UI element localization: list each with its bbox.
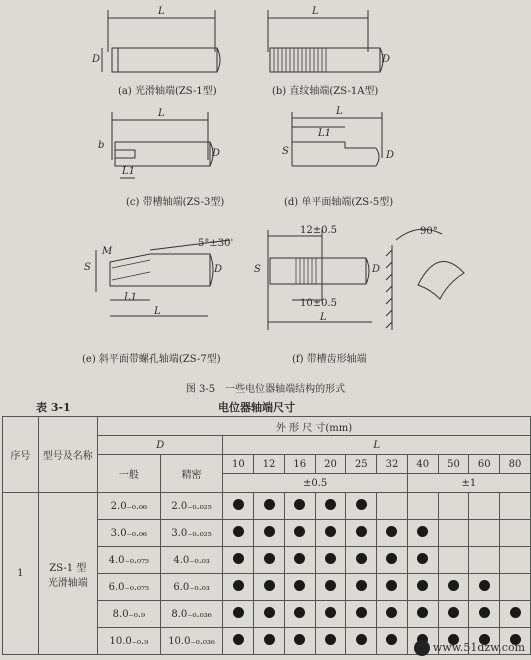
label-90deg-f: 90° xyxy=(420,226,438,237)
caption-f: (f) 带槽齿形轴端 xyxy=(292,354,367,365)
availability-cell xyxy=(223,547,254,574)
available-dot-icon xyxy=(233,634,244,645)
table-title: 电位器轴端尺寸 xyxy=(218,401,295,414)
available-dot-icon xyxy=(356,499,367,510)
available-dot-icon xyxy=(386,526,397,537)
length-header: 50 xyxy=(438,455,469,474)
length-header: 60 xyxy=(469,455,500,474)
availability-cell xyxy=(407,520,438,547)
available-dot-icon xyxy=(417,526,428,537)
available-dot-icon xyxy=(294,553,305,564)
availability-cell xyxy=(407,493,438,520)
caption-e: (e) 斜平面带螺孔轴端(ZS-7型) xyxy=(82,354,221,365)
label-S-d: S xyxy=(282,146,289,157)
length-header: 80 xyxy=(500,455,531,474)
availability-cell xyxy=(254,628,285,655)
availability-cell xyxy=(438,601,469,628)
header-general: 一般 xyxy=(98,455,161,493)
availability-cell xyxy=(346,628,377,655)
header-tol-1: ±0.5 xyxy=(223,474,407,493)
availability-cell xyxy=(346,601,377,628)
table-number: 表 3-1 xyxy=(36,401,71,414)
watermark-text: www.51dzw.com xyxy=(432,641,525,654)
diameter-precise-cell: 4.0₋₀.₀₃ xyxy=(160,547,223,574)
length-header: 32 xyxy=(377,455,408,474)
length-header: 10 xyxy=(223,455,254,474)
length-header: 12 xyxy=(254,455,285,474)
seq-cell: 1 xyxy=(3,493,39,655)
available-dot-icon xyxy=(325,580,336,591)
available-dot-icon xyxy=(233,526,244,537)
availability-cell xyxy=(500,520,531,547)
header-D: D xyxy=(98,436,223,455)
header-L: L xyxy=(223,436,531,455)
available-dot-icon xyxy=(264,526,275,537)
available-dot-icon xyxy=(294,580,305,591)
label-D-d: D xyxy=(386,150,395,161)
availability-cell xyxy=(377,493,408,520)
availability-cell xyxy=(223,493,254,520)
length-header: 40 xyxy=(407,455,438,474)
available-dot-icon xyxy=(325,607,336,618)
availability-cell xyxy=(223,520,254,547)
available-dot-icon xyxy=(448,580,459,591)
label-dim10-f: 10±0.5 xyxy=(300,298,338,309)
availability-cell xyxy=(284,601,315,628)
available-dot-icon xyxy=(325,526,336,537)
availability-cell xyxy=(377,601,408,628)
available-dot-icon xyxy=(264,553,275,564)
availability-cell xyxy=(469,601,500,628)
available-dot-icon xyxy=(386,634,397,645)
available-dot-icon xyxy=(233,499,244,510)
diameter-precise-cell: 2.0₋₀.₀₂₅ xyxy=(160,493,223,520)
watermark-logo-icon xyxy=(414,640,430,656)
caption-a: (a) 光滑轴端(ZS-1型) xyxy=(118,86,217,97)
length-header: 25 xyxy=(346,455,377,474)
available-dot-icon xyxy=(356,607,367,618)
availability-cell xyxy=(438,574,469,601)
diameter-general-cell: 6.0₋₀.₀₇₅ xyxy=(98,574,161,601)
availability-cell xyxy=(284,493,315,520)
label-S-e: S xyxy=(84,262,91,273)
label-angle-e: 5°±30' xyxy=(198,238,234,249)
table-row xyxy=(3,493,531,520)
diameter-general-cell: 3.0₋₀.₀₆ xyxy=(98,520,161,547)
header-tol-2: ±1 xyxy=(407,474,530,493)
available-dot-icon xyxy=(479,607,490,618)
availability-cell xyxy=(438,547,469,574)
available-dot-icon xyxy=(294,526,305,537)
label-L-b: L xyxy=(312,6,319,17)
availability-cell xyxy=(223,601,254,628)
label-L-a: L xyxy=(158,6,165,17)
availability-cell xyxy=(346,520,377,547)
length-header: 20 xyxy=(315,455,346,474)
header-precise: 精密 xyxy=(160,455,223,493)
available-dot-icon xyxy=(325,553,336,564)
available-dot-icon xyxy=(264,499,275,510)
figure-caption: 图 3-5 一些电位器轴端结构的形式 xyxy=(185,384,346,395)
label-D-b: D xyxy=(382,54,391,65)
caption-d: (d) 单平面轴端(ZS-5型) xyxy=(284,197,394,208)
availability-cell xyxy=(407,547,438,574)
label-L1-c: L1 xyxy=(122,166,136,177)
label-L1-e: L1 xyxy=(124,292,138,303)
availability-cell xyxy=(315,601,346,628)
shaft-dimension-table xyxy=(2,416,531,655)
available-dot-icon xyxy=(386,580,397,591)
label-S-f: S xyxy=(254,264,261,275)
header-dims: 外 形 尺 寸(mm) xyxy=(98,417,531,436)
availability-cell xyxy=(377,547,408,574)
availability-cell xyxy=(469,547,500,574)
available-dot-icon xyxy=(264,634,275,645)
watermark xyxy=(414,640,525,656)
available-dot-icon xyxy=(356,634,367,645)
availability-cell xyxy=(438,520,469,547)
availability-cell xyxy=(377,520,408,547)
available-dot-icon xyxy=(479,580,490,591)
availability-cell xyxy=(469,520,500,547)
label-dim12-f: 12±0.5 xyxy=(300,225,338,236)
availability-cell xyxy=(254,493,285,520)
availability-cell xyxy=(315,547,346,574)
label-M-e: M xyxy=(102,246,113,257)
available-dot-icon xyxy=(417,607,428,618)
availability-cell xyxy=(500,493,531,520)
availability-cell xyxy=(377,574,408,601)
diameter-general-cell: 2.0₋₀.₀₆ xyxy=(98,493,161,520)
shaft-e-drawing xyxy=(96,240,230,316)
available-dot-icon xyxy=(294,634,305,645)
availability-cell xyxy=(346,574,377,601)
availability-cell xyxy=(500,574,531,601)
label-L-c: L xyxy=(158,108,165,119)
available-dot-icon xyxy=(233,580,244,591)
available-dot-icon xyxy=(294,499,305,510)
availability-cell xyxy=(500,601,531,628)
model-cell: ZS-1 型 光滑轴端 xyxy=(38,493,97,655)
label-b-c: b xyxy=(98,140,105,151)
diameter-general-cell: 10.0₋₀.₉ xyxy=(98,628,161,655)
available-dot-icon xyxy=(386,553,397,564)
available-dot-icon xyxy=(233,553,244,564)
availability-cell xyxy=(254,601,285,628)
availability-cell xyxy=(284,628,315,655)
availability-cell xyxy=(284,574,315,601)
available-dot-icon xyxy=(356,526,367,537)
label-D-a: D xyxy=(92,54,101,65)
availability-cell xyxy=(407,601,438,628)
label-L-e: L xyxy=(154,306,161,317)
availability-cell xyxy=(315,493,346,520)
available-dot-icon xyxy=(264,607,275,618)
available-dot-icon xyxy=(417,580,428,591)
availability-cell xyxy=(254,547,285,574)
available-dot-icon xyxy=(233,607,244,618)
label-L-d: L xyxy=(336,106,343,117)
label-L1-d: L1 xyxy=(318,128,332,139)
label-D-e: D xyxy=(214,264,223,275)
availability-cell xyxy=(254,520,285,547)
availability-cell xyxy=(469,574,500,601)
header-model: 型号及名称 xyxy=(38,417,97,493)
availability-cell xyxy=(438,493,469,520)
availability-cell xyxy=(223,628,254,655)
availability-cell xyxy=(346,547,377,574)
available-dot-icon xyxy=(356,553,367,564)
availability-cell xyxy=(407,574,438,601)
availability-cell xyxy=(469,493,500,520)
diameter-general-cell: 4.0₋₀.₀₇₅ xyxy=(98,547,161,574)
available-dot-icon xyxy=(448,607,459,618)
availability-cell xyxy=(377,628,408,655)
availability-cell xyxy=(223,574,254,601)
available-dot-icon xyxy=(294,607,305,618)
label-D-f: D xyxy=(372,264,381,275)
length-header: 16 xyxy=(284,455,315,474)
available-dot-icon xyxy=(417,553,428,564)
shaft-f-drawing xyxy=(268,229,464,330)
diameter-precise-cell: 3.0₋₀.₀₂₅ xyxy=(160,520,223,547)
availability-cell xyxy=(315,520,346,547)
caption-b: (b) 直纹轴端(ZS-1A型) xyxy=(272,86,379,97)
label-L-f: L xyxy=(320,312,327,323)
caption-c: (c) 带槽轴端(ZS-3型) xyxy=(126,197,225,208)
available-dot-icon xyxy=(325,499,336,510)
available-dot-icon xyxy=(510,607,521,618)
available-dot-icon xyxy=(264,580,275,591)
availability-cell xyxy=(500,547,531,574)
shaft-d-drawing xyxy=(292,112,382,166)
diameter-precise-cell: 10.0₋₀.₀₃₆ xyxy=(160,628,223,655)
availability-cell xyxy=(315,628,346,655)
shaft-b-drawing xyxy=(268,10,383,72)
label-D-c: D xyxy=(212,148,221,159)
available-dot-icon xyxy=(386,607,397,618)
diameter-precise-cell: 6.0₋₀.₀₃ xyxy=(160,574,223,601)
diameter-general-cell: 8.0₋₀.₉ xyxy=(98,601,161,628)
header-seq: 序号 xyxy=(3,417,39,493)
available-dot-icon xyxy=(356,580,367,591)
availability-cell xyxy=(346,493,377,520)
shaft-a-drawing xyxy=(102,10,220,72)
available-dot-icon xyxy=(325,634,336,645)
diameter-precise-cell: 8.0₋₀.₀₃₆ xyxy=(160,601,223,628)
availability-cell xyxy=(254,574,285,601)
availability-cell xyxy=(284,547,315,574)
availability-cell xyxy=(315,574,346,601)
availability-cell xyxy=(284,520,315,547)
